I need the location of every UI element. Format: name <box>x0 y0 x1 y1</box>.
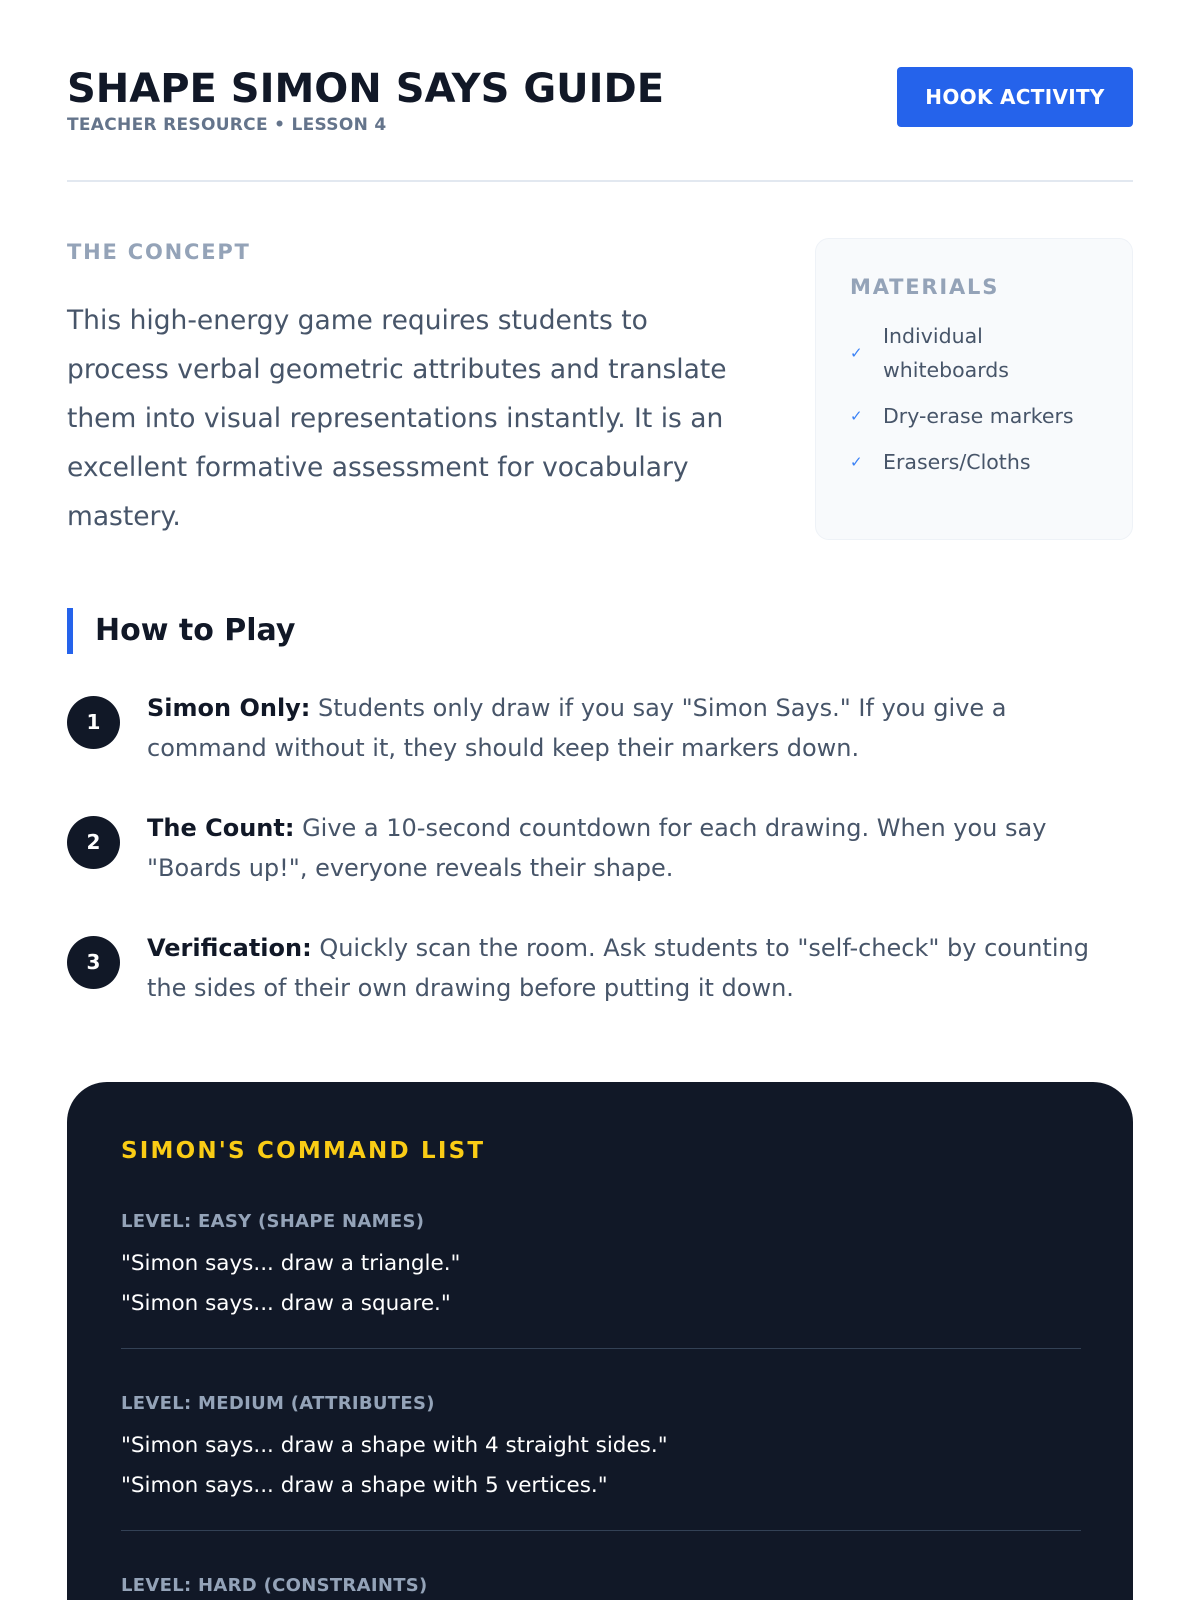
page-title: SHAPE SIMON SAYS GUIDE <box>67 66 665 112</box>
materials-item <box>850 399 1110 433</box>
materials-heading: MATERIALS <box>850 275 1000 299</box>
step-title: Simon Only: <box>147 694 311 722</box>
level-label: LEVEL: HARD (CONSTRAINTS) <box>121 1575 428 1596</box>
concept-heading: THE CONCEPT <box>67 240 251 264</box>
step-title: The Count: <box>147 814 295 842</box>
step-description: Give a 10-second countdown for each drawing. When you say "Boards up!", everyone reveals their shape. <box>147 814 1047 882</box>
step-text <box>147 808 1133 888</box>
command-line: "Simon says... draw a triangle." <box>121 1251 461 1276</box>
step-number-badge: 3 <box>67 936 120 989</box>
check-icon: ✓ <box>850 453 863 471</box>
step-text <box>147 688 1133 768</box>
step-description: Quickly scan the room. Ask students to "self-check" by counting the sides of their own drawing before putting it down. <box>147 934 1089 1002</box>
step-number-badge: 2 <box>67 816 120 869</box>
page-subtitle: TEACHER RESOURCE • LESSON 4 <box>67 115 387 135</box>
materials-item <box>850 445 1110 479</box>
command-line: "Simon says... draw a square." <box>121 1291 451 1316</box>
step-description: Students only draw if you say "Simon Says." If you give a command without it, they should keep their markers down. <box>147 694 1007 762</box>
how-to-play-heading: How to Play <box>67 608 295 654</box>
materials-list <box>850 319 1110 491</box>
divider <box>121 1530 1081 1531</box>
command-line: "Simon says... draw a shape with 4 straight sides." <box>121 1433 668 1458</box>
step-number-badge: 1 <box>67 696 120 749</box>
check-icon: ✓ <box>850 407 863 425</box>
hook-activity-button[interactable]: HOOK ACTIVITY <box>897 67 1133 127</box>
level-label: LEVEL: EASY (SHAPE NAMES) <box>121 1211 425 1232</box>
command-list-title: SIMON'S COMMAND LIST <box>121 1138 486 1164</box>
materials-card <box>815 238 1133 540</box>
materials-item-label: Individual whiteboards <box>883 324 1009 382</box>
level-medium <box>121 1392 1081 1506</box>
materials-item-label: Erasers/Cloths <box>883 450 1031 474</box>
materials-item <box>850 319 1110 387</box>
level-easy <box>121 1210 1081 1324</box>
materials-item-label: Dry-erase markers <box>883 404 1074 428</box>
level-hard <box>121 1574 1081 1600</box>
step-text <box>147 928 1133 1008</box>
level-label: LEVEL: MEDIUM (ATTRIBUTES) <box>121 1393 435 1414</box>
divider <box>121 1348 1081 1349</box>
concept-text: This high-energy game requires students to process verbal geometric attributes and translate them into visual representations instantly. It is an excellent formative assessment for vocabulary mastery. <box>67 305 727 532</box>
command-line: "Simon says... draw a shape with 5 vertices." <box>121 1473 608 1498</box>
command-list-panel <box>67 1082 1133 1600</box>
step-title: Verification: <box>147 934 312 962</box>
check-icon: ✓ <box>850 344 863 362</box>
page-header <box>67 62 1133 182</box>
lesson-guide-page <box>67 0 1133 1600</box>
